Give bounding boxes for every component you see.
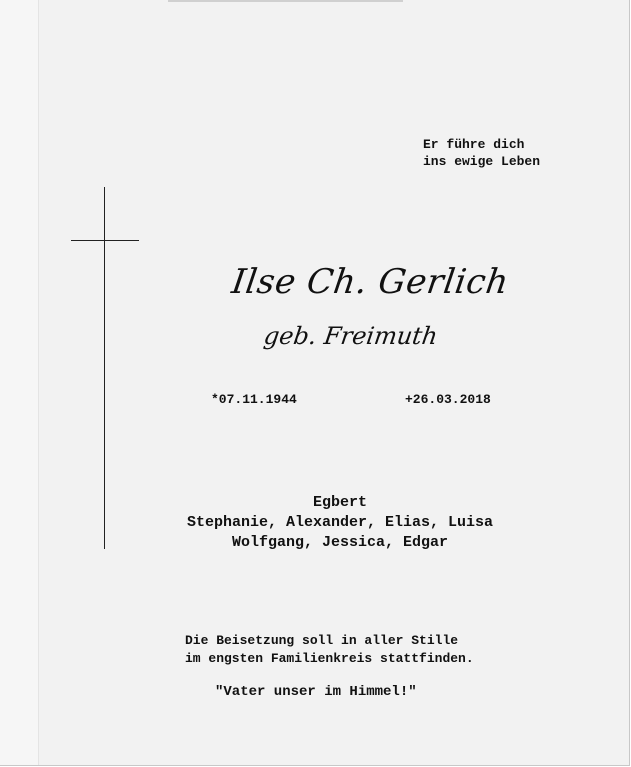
closing-prayer: "Vater unser im Himmel!" (215, 684, 417, 700)
left-margin-strip (0, 0, 39, 765)
family-line: Stephanie, Alexander, Elias, Luisa (186, 514, 494, 531)
death-date: +26.03.2018 (405, 392, 491, 407)
notice-line: im engsten Familienkreis stattfinden. (185, 651, 474, 666)
family-list (140, 493, 540, 553)
cross-horizontal-bar (71, 240, 139, 241)
deceased-name: Ilse Ch. Gerlich (229, 262, 512, 302)
funeral-notice (185, 632, 474, 668)
family-line: Egbert (312, 494, 367, 511)
family-line: Wolfgang, Jessica, Edgar (231, 534, 449, 551)
birth-name: geb. Freimuth (262, 322, 440, 350)
notice-line: Die Beisetzung soll in aller Stille (185, 633, 459, 648)
motto (423, 136, 540, 170)
top-edge-line (168, 0, 403, 2)
birth-date: *07.11.1944 (211, 392, 297, 407)
cross-vertical-bar (104, 187, 105, 549)
motto-line: Er führe dich (423, 137, 525, 152)
motto-line: ins ewige Leben (423, 154, 541, 169)
